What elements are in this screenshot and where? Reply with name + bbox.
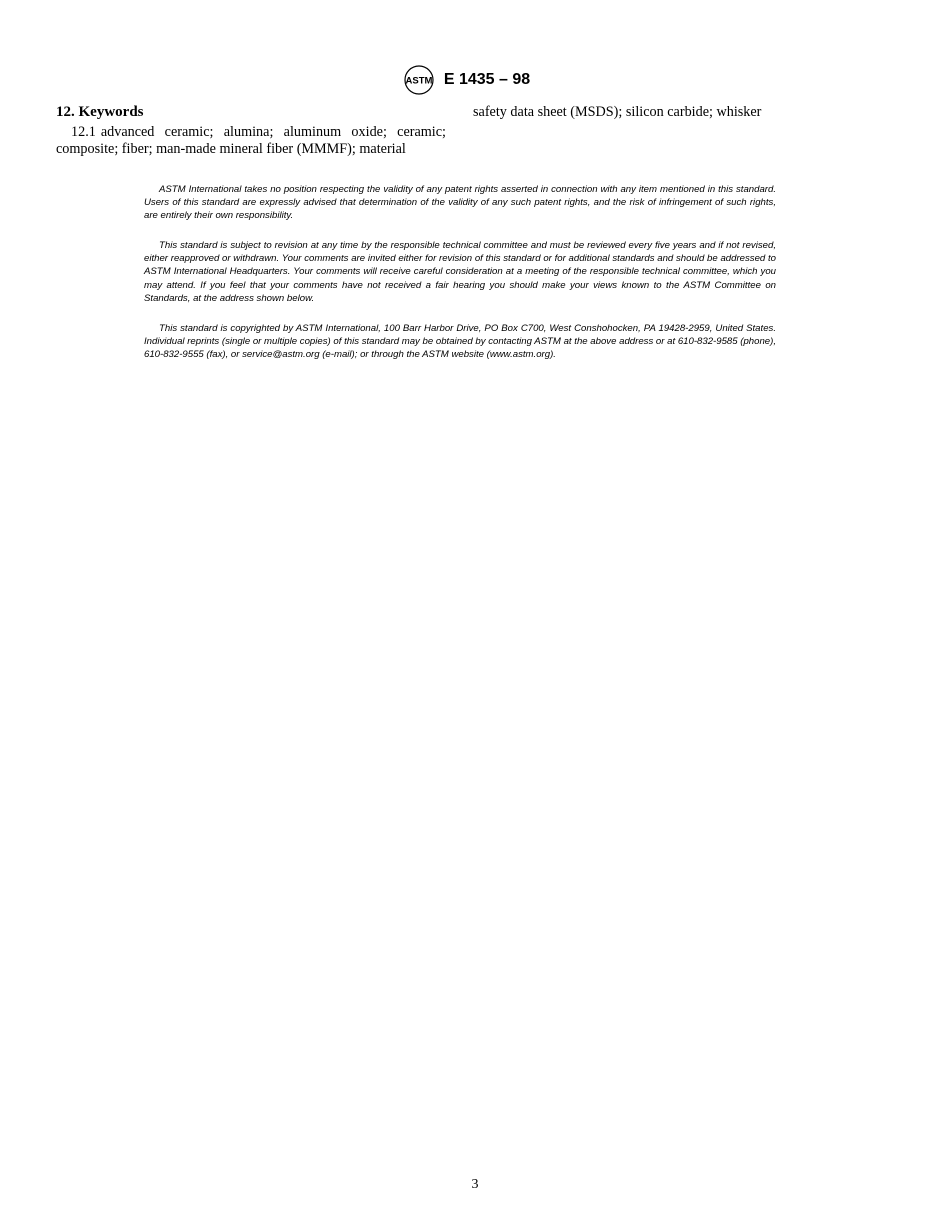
revision-notice: This standard is subject to revision at any time by the responsible technical committee and must be reviewed every five years and if not revised, either reapproved or withdrawn. Your comments are invited either for revision of this standard or for additional standards and should be addressed to ASTM International Headquarters. Your comments will receive careful consideration at a meeting of the responsible technical committee, which you may attend. If you feel that your comments have not received a fair hearing you should make your views known to the ASTM Committee on Standards, at the address shown below.: [144, 240, 776, 304]
copyright-notice: This standard is copyrighted by ASTM International, 100 Barr Harbor Drive, PO Box C700, West Conshohocken, PA 19428-2959, United States. Individual reprints (single or multiple copies) of this standard may be obtained by contacting ASTM at the above address or at 610-832-9585 (phone), 610-832-9555 (fax), or service@astm.org (e-mail); or through the ASTM website (www.astm.org).: [144, 322, 776, 360]
keywords-continuation: safety data sheet (MSDS); silicon carbide; whisker: [473, 104, 762, 120]
section-title: 12. Keywords: [56, 104, 144, 120]
svg-text:ASTM: ASTM: [405, 75, 433, 87]
page-header: [0, 64, 950, 96]
page-number: 3: [471, 1177, 479, 1192]
paragraph-text: advanced ceramic; alumina; aluminum oxide; ceramic; composite; fiber; man-made mineral fiber (MMMF); material: [56, 124, 446, 157]
notices-block: [144, 183, 776, 378]
patent-notice: ASTM International takes no position respecting the validity of any patent rights asserted in connection with any item mentioned in this standard. Users of this standard are expressly advised that determination of the validity of any such patent rights, and the risk of infringement of such rights, are entirely their own responsibility.: [144, 184, 776, 222]
standard-designation: E 1435 – 98: [443, 71, 531, 88]
paragraph-number: 12.1: [71, 124, 96, 140]
left-column: [56, 103, 446, 158]
right-column: [473, 103, 873, 121]
keywords-paragraph: [56, 124, 446, 158]
astm-logo: [402, 65, 436, 95]
